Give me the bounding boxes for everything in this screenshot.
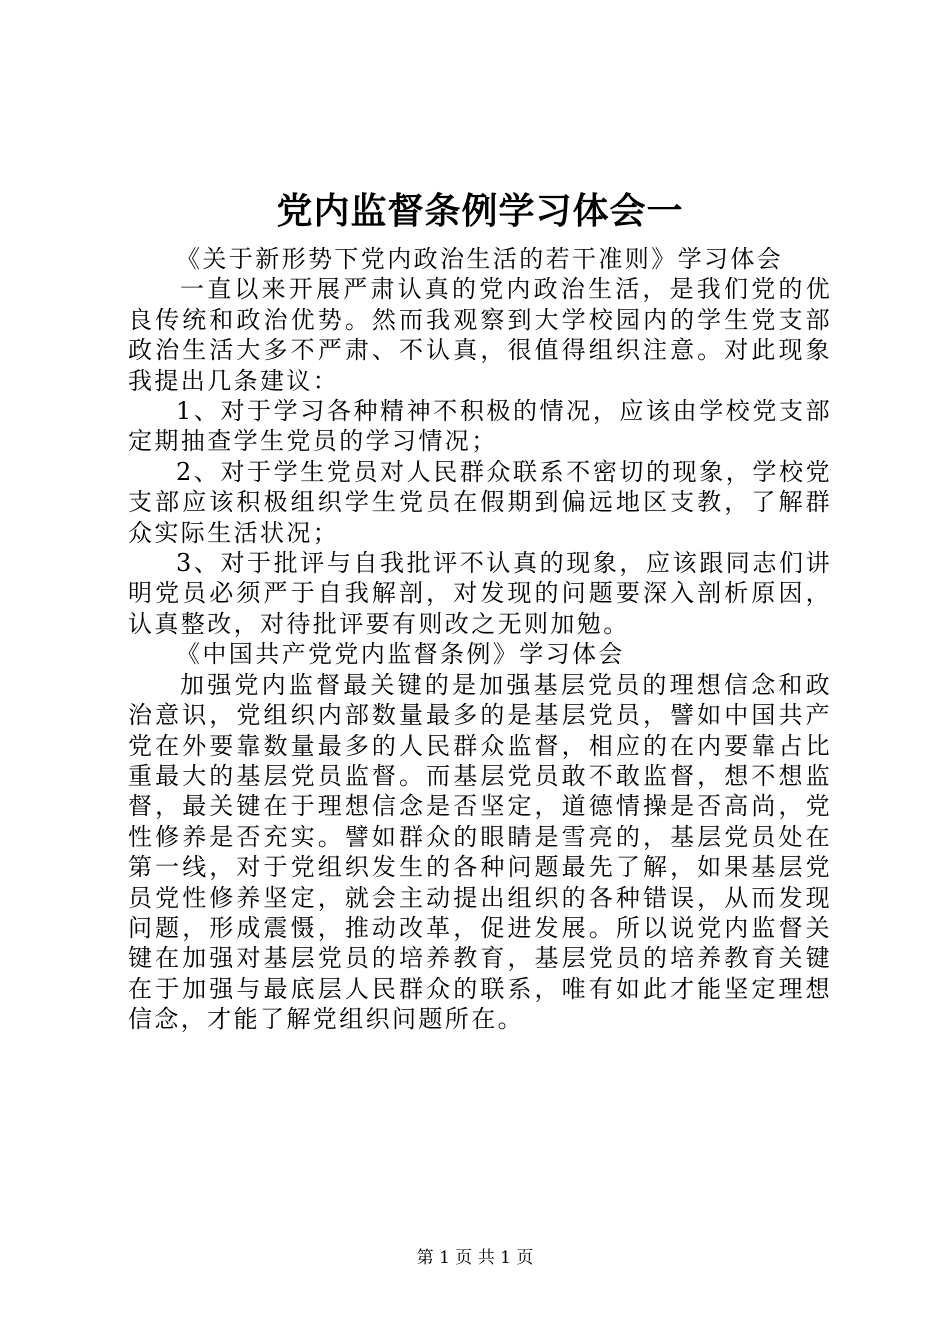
suggestion-item-1: 1、对于学习各种精神不积极的情况，应该由学校党支部定期抽查学生党员的学习情况； <box>128 397 832 456</box>
section-heading-2: 《中国共产党党内监督条例》学习体会 <box>176 640 625 669</box>
paragraph-intro: 一直以来开展严肃认真的党内政治生活，是我们党的优良传统和政治优势。然而我观察到大学校园内的学生党支部政治生活大多不严肃、不认真，很值得组织注意。对此现象我提出几条建议： <box>128 275 832 395</box>
suggestion-item-3: 3、对于批评与自我批评不认真的现象，应该跟同志们讲明党员必须严于自我解剖，对发现的问题要深入剖析原因，认真整改，对待批评要有则改之无则加勉。 <box>128 549 832 638</box>
page-footer: 第 1 页 共 1 页 <box>416 1248 534 1268</box>
suggestion-item-2: 2、对于学生党员对人民群众联系不密切的现象，学校党支部应该积极组织学生党员在假期到偏远地区支教，了解群众实际生活状况； <box>128 457 832 547</box>
document-title: 党内监督条例学习体会一 <box>276 190 684 232</box>
document-body <box>128 188 832 1035</box>
section-heading-1: 《关于新形势下党内政治生活的若干准则》学习体会 <box>176 245 784 273</box>
paragraph-supervision: 加强党内监督最关键的是加强基层党员的理想信念和政治意识，党组织内部数量最多的是基层党员，譬如中国共产党在外要靠数量最多的人民群众监督，相应的在内要靠占比重最大的基层党员监督。而基层党员敢不敢监督，想不想监督，最关键在于理想信念是否坚定，道德情操是否高尚，党性修养是否充实。譬如群众的眼睛是雪亮的，基层党员处在第一线，对于党组织发生的各种问题最先了解，如果基层党员党性修养坚定，就会主动提出组织的各种错误，从而发现问题，形成震慑，推动改革，促进发展。所以说党内监督关键在加强对基层党员的培养教育，基层党员的培养教育关键在于加强与最底层人民群众的联系，唯有如此才能坚定理想信念，才能了解党组织问题所在。 <box>128 670 832 1034</box>
